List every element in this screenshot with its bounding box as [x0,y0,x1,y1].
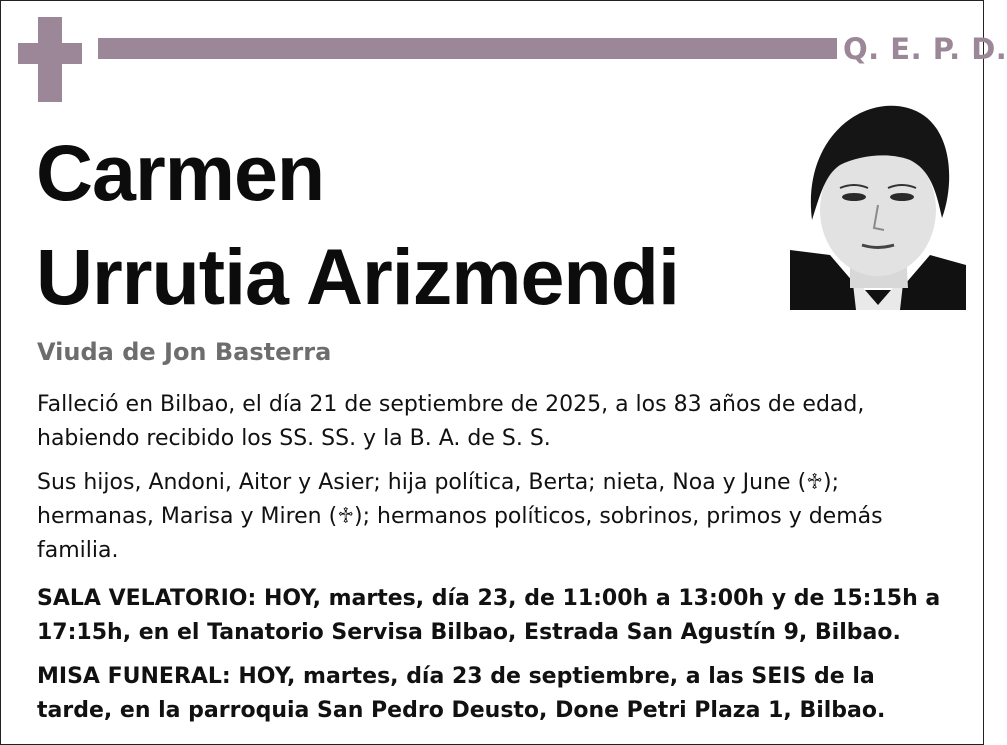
text-line: Sus hijos, Andoni, Aitor y Asier; hija política, Berta; nieta, Noa y June (♱); [37,470,840,495]
text-line: hermanas, Marisa y Miren (♱); hermanos políticos, sobrinos, primos y demás [37,504,883,529]
family-paragraph [37,466,883,568]
funeral-paragraph [37,660,885,728]
text-line: familia. [37,538,119,563]
text-line: Falleció en Bilbao, el día 21 de septiembre de 2025, a los 83 años de edad, [37,392,865,417]
deceased-surnames: Urrutia Arizmendi [36,232,679,321]
text-line: MISA FUNERAL: HOY, martes, día 23 de septiembre, a las SEIS de la [37,664,875,689]
text-line: SALA VELATORIO: HOY, martes, día 23, de 11:00h a 13:00h y de 15:15h a [37,586,941,611]
death-paragraph [37,388,864,456]
widow-of-subtitle: Viuda de Jon Basterra [37,338,332,366]
deceased-portrait-photo [790,100,966,310]
wake-paragraph [37,582,940,650]
text-line: tarde, en la parroquia San Pedro Deusto, Done Petri Plaza 1, Bilbao. [37,698,886,723]
cross-horizontal-bar [18,43,82,64]
header-rule [98,38,837,59]
text-line: habiendo recibido los SS. SS. y la B. A. de S. S. [37,426,551,451]
text-line: 17:15h, en el Tanatorio Servisa Bilbao, Estrada San Agustín 9, Bilbao. [37,620,901,645]
qepd-badge: Q. E. P. D. [843,32,1007,66]
deceased-first-name: Carmen [36,128,325,217]
